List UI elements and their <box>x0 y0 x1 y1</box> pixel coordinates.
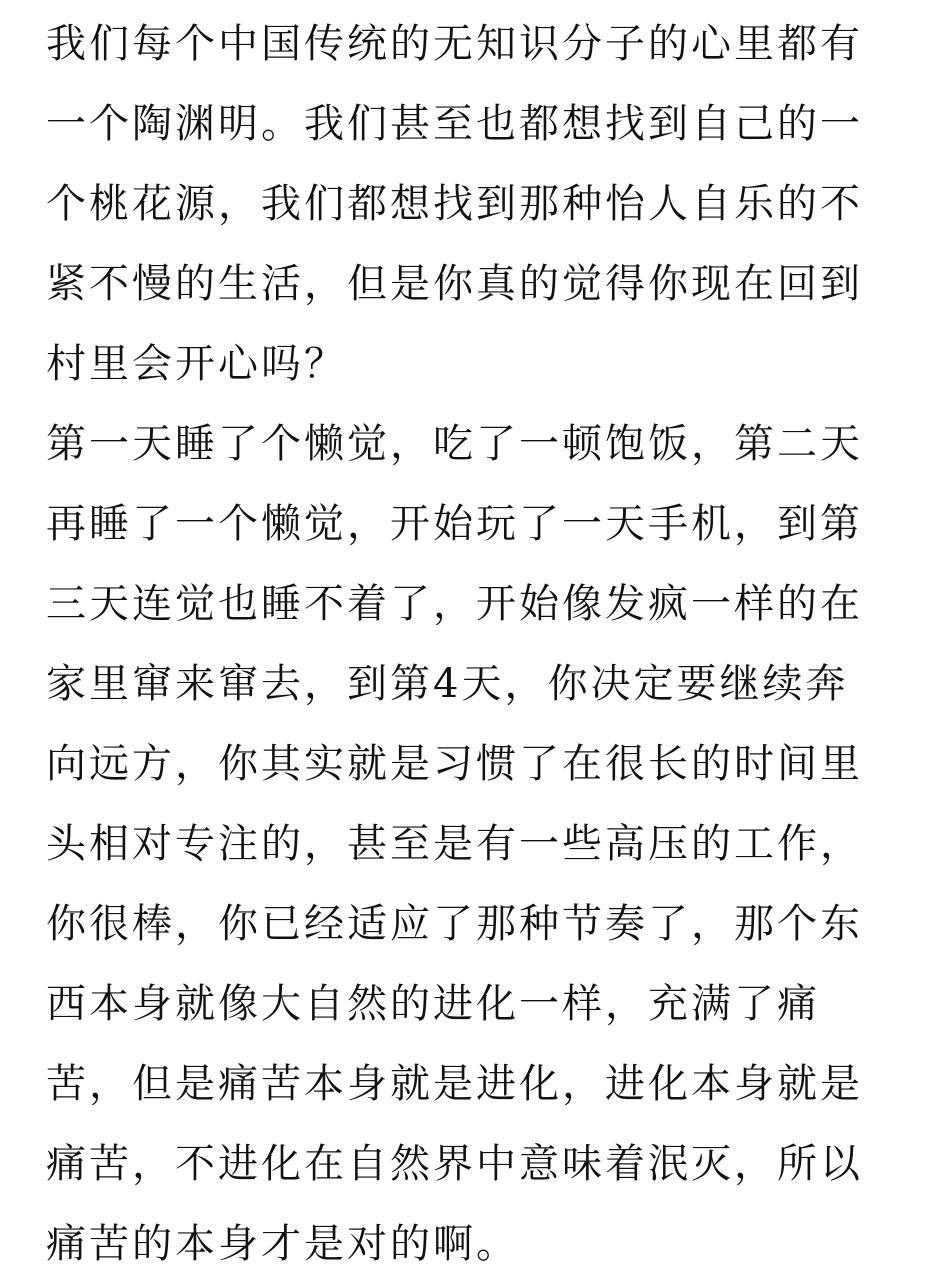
paragraph-2-line-11: 痛苦的本身才是对的啊。 <box>46 1221 519 1267</box>
paragraph-2-line-3: 三天连觉也睡不着了，开始像发疯一样的在 <box>46 581 863 627</box>
paragraph-2-line-6: 头相对专注的，甚至是有一些高压的工作， <box>46 821 863 867</box>
paragraph-1-line-2: 一个陶渊明。我们甚至也都想找到自己的一 <box>46 101 863 147</box>
paragraph-2-line-9: 苦，但是痛苦本身就是进化，进化本身就是 <box>46 1061 863 1107</box>
paragraph-1-line-4: 紧不慢的生活，但是你真的觉得你现在回到 <box>46 261 863 307</box>
paragraph-1-line-3: 个桃花源，我们都想找到那种怡人自乐的不 <box>46 181 863 227</box>
paragraph-2-line-2: 再睡了一个懒觉，开始玩了一天手机，到第 <box>46 501 863 547</box>
paragraph-2-line-1: 第一天睡了个懒觉，吃了一顿饱饭，第二天 <box>46 421 863 467</box>
paragraph-2-line-8: 西本身就像大自然的进化一样，充满了痛 <box>46 981 820 1027</box>
paragraph-1-line-1: 我们每个中国传统的无知识分子的心里都有 <box>46 21 863 67</box>
paragraph-1-line-5: 村里会开心吗？ <box>46 341 347 387</box>
paragraph-2-line-5: 向远方，你其实就是习惯了在很长的时间里 <box>46 741 863 787</box>
paragraph-2-line-10: 痛苦，不进化在自然界中意味着泯灭，所以 <box>46 1141 863 1187</box>
paragraph-2-line-7: 你很棒，你已经适应了那种节奏了，那个东 <box>46 901 863 947</box>
paragraph-2-line-4: 家里窜来窜去，到第4天，你决定要继续奔 <box>46 661 849 707</box>
